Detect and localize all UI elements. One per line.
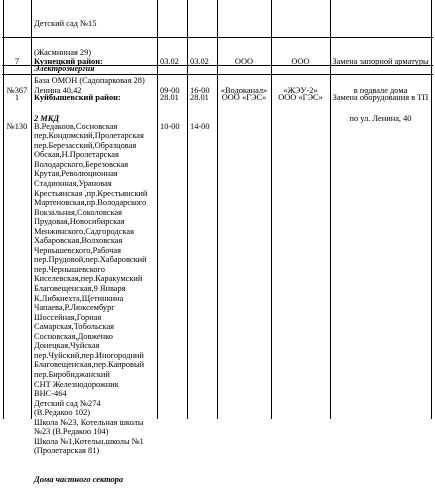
street-line: Детский сад №274 (34, 398, 101, 408)
street-line: Благовещенская,пер.Капровый (34, 360, 145, 370)
street-line: Донецкая,Чуйская (34, 341, 100, 351)
end-date: 28.01 (190, 93, 209, 103)
district-name: Кузнецкий район: (34, 57, 103, 67)
start-date: 03.02 (160, 57, 179, 67)
street-line: Прудовая,Новосибирская (34, 217, 125, 227)
row-number: 7 (14, 57, 20, 67)
street-line: Самарская,Тобольская (34, 322, 115, 332)
street-line: Вокзальная,Соколовская (34, 207, 122, 217)
work-cell (330, 74, 431, 122)
street-line: пер.Березасский,Образцовая (34, 140, 137, 150)
work-text: по ул. Ленина, 40 (349, 114, 412, 124)
start-date: 28.01 (160, 93, 179, 103)
org-text: ООО (291, 57, 310, 67)
row-number-cell (3, 74, 31, 150)
end-time: 16-00 (190, 85, 210, 95)
org-text: ООО (234, 57, 254, 67)
street-line: ВНС-464 (34, 389, 67, 399)
street-line: Киселевская,пер.Каракумский (34, 274, 143, 284)
street-line: Чернышевского,Рабочая (34, 245, 121, 255)
street-line: Хабаровская,Волховская (34, 236, 123, 246)
column-divider (157, 0, 158, 419)
street-line: Школа №23, Котельная школы (34, 417, 144, 427)
street-line: Благовещенская,9 Января (34, 284, 126, 294)
district-name: Куйбышевский район: (34, 93, 121, 103)
street-line: (Пролетарская 81) (34, 446, 100, 456)
street-line: В.Редакоов,Сосновская (34, 121, 118, 131)
text-line: (Жасминная 29) (34, 47, 92, 57)
column-divider (187, 0, 188, 419)
row-number: 1 (14, 93, 20, 103)
table-border-right (431, 0, 432, 419)
text-line: Детский сад №15 (34, 19, 97, 29)
street-line: К.Либкнехта,Щетинкина (34, 293, 124, 303)
org-text: «Водоканал» (220, 85, 268, 95)
work-text: Замена запорной арматуры (332, 57, 429, 67)
street-line: Чапаева,Р.Люксембург (34, 303, 115, 313)
street-line: Крестьянская ,пр.Крестьянский (34, 188, 148, 198)
street-line: Сосновская,Довженко (34, 331, 113, 341)
column-divider (31, 0, 32, 419)
street-line: (В.Редакоо 102) (34, 408, 91, 418)
row-id: №367 (6, 85, 28, 95)
end-time: 14-00 (190, 121, 210, 131)
street-line: пер.Чернышевского (34, 264, 105, 274)
org-text: ООО «ГЭС» (278, 93, 323, 103)
street-line: пер.Прудовой,пер.Хабаровский (34, 255, 147, 265)
street-line: №23 (В.Редакоо 104) (34, 427, 109, 437)
org-text: «ЖЭУ-2» (283, 85, 318, 95)
street-line: Шоссейная,Горная (34, 312, 102, 322)
street-line: Школа №1,Котельн.школы №1 (34, 436, 144, 446)
start-cell (160, 74, 180, 150)
row-id: №130 (6, 121, 28, 131)
street-line: Крутая,Революционная (34, 169, 118, 179)
street-line: Мартеновская,пр.Володарского (34, 198, 147, 208)
street-line: Володарского,Березовская (34, 159, 129, 169)
address-cell (34, 74, 147, 504)
end-date: 03.02 (190, 57, 209, 67)
mkd-count: 2 МКД (34, 114, 60, 124)
street-line: СНТ Железнодорожник (34, 379, 119, 389)
text-line: База ОМОН (Садопарковая 28) (34, 76, 145, 86)
work-text: в подвале дома (353, 85, 408, 95)
footer-note: Дома частного сектора (34, 474, 124, 484)
address-text: Ленина 40,42 (34, 85, 82, 95)
street-line: пер.Чуйский,пер.Иногородний (34, 350, 144, 360)
end-cell (190, 74, 210, 150)
street-list (34, 122, 147, 456)
start-time: 09-00 (160, 85, 180, 95)
street-line: Менжинского,Садгородская (34, 226, 134, 236)
street-line: пер.Кондомский,Пролетарская (34, 131, 144, 141)
section-title: Электроэнергия (34, 64, 95, 73)
org-text: ООО «ГЭС» (221, 93, 267, 103)
executor-cell (217, 74, 271, 122)
street-line: Обская,Н.Пролетарская (34, 150, 119, 160)
work-text: Замена оборудования в ТП (332, 93, 429, 103)
street-line: пер.Биробиджанский (34, 369, 110, 379)
street-line: Стадионная,Урановая (34, 179, 112, 189)
customer-cell (271, 74, 330, 122)
start-time: 10-00 (160, 121, 180, 131)
